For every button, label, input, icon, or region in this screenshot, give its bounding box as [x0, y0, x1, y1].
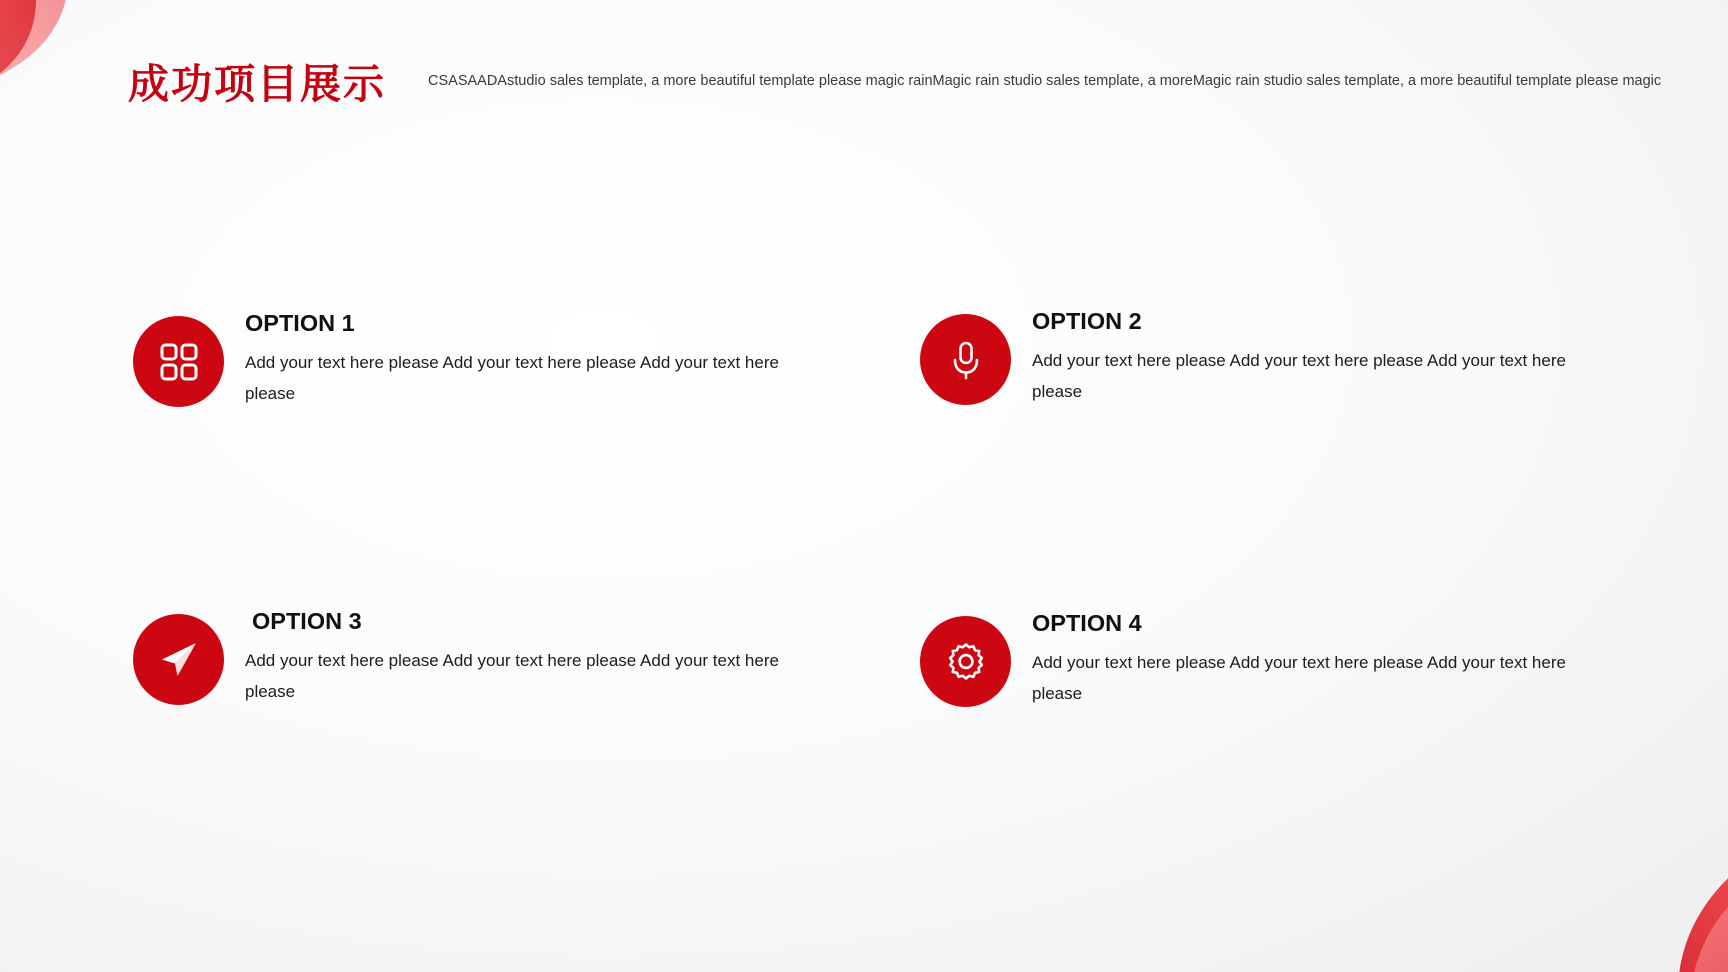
- option-title-4: OPTION 4: [1032, 610, 1142, 636]
- grid-squares-icon: [133, 316, 224, 407]
- option-body-1: Add your text here please Add your text here please Add your text here please: [245, 353, 779, 403]
- option-title-2: OPTION 2: [1032, 308, 1142, 334]
- option-text-3: [245, 608, 810, 707]
- gear-icon: [920, 616, 1011, 707]
- microphone-icon: [920, 314, 1011, 405]
- option-title-3: OPTION 3: [252, 608, 362, 634]
- option-text-4: [1032, 610, 1602, 709]
- option-item-3[interactable]: [133, 608, 813, 707]
- option-item-1[interactable]: [133, 310, 813, 409]
- option-title-1: OPTION 1: [245, 310, 355, 336]
- option-body-2: Add your text here please Add your text here please Add your text here please: [1032, 351, 1566, 401]
- option-body-4: Add your text here please Add your text here please Add your text here please: [1032, 653, 1566, 703]
- page-subtitle: CSASAADAstudio sales template, a more beautiful template please magic rainMagic rain studio sales template, a moreMagic rain studio sales template, a more beautiful template please magic: [428, 73, 1662, 89]
- decorative-ribbon-bottom-right: [1428, 672, 1728, 972]
- page-title: 成功项目展示: [128, 61, 386, 107]
- paper-plane-icon: [133, 614, 224, 705]
- option-body-3: Add your text here please Add your text here please Add your text here please: [245, 651, 779, 701]
- option-item-4[interactable]: [920, 610, 1600, 709]
- option-text-1: [245, 310, 810, 409]
- option-item-2[interactable]: [920, 308, 1600, 407]
- slide-header: [0, 28, 1728, 118]
- option-text-2: [1032, 308, 1602, 407]
